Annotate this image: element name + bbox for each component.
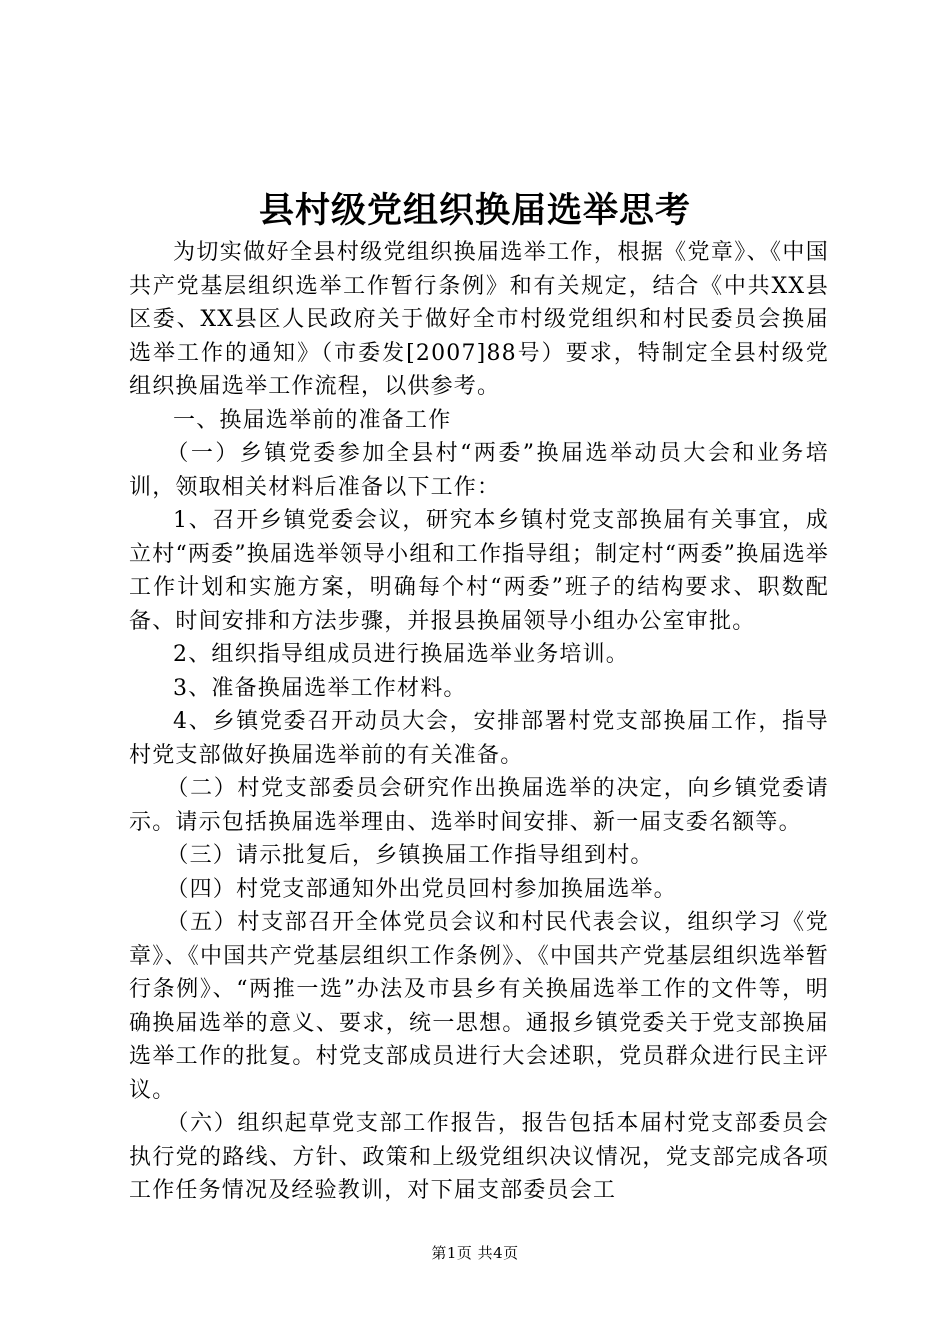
paragraph-intro: 为切实做好全县村级党组织换届选举工作，根据《党章》、《中国共产党基层组织选举工作暂行条例》和有关规定，结合《中共XX县区委、XX县区人民政府关于做好全市村级党组织和村民委员会换届选举工作的通知》（市委发[2007]88号）要求，特制定全县村级党组织换届选举工作流程，以供参考。 xyxy=(129,240,829,399)
paragraph-item-6: （六）组织起草党支部工作报告，报告包括本届村党支部委员会执行党的路线、方针、政策和上级党组织决议情况，党支部完成各项工作任务情况及经验教训，对下届支部委员会工 xyxy=(129,1111,829,1203)
paragraph-item-2: （二）村党支部委员会研究作出换届选举的决定，向乡镇党委请示。请示包括换届选举理由、选举时间安排、新一届支委名额等。 xyxy=(129,776,829,835)
paragraph-item-3: （三）请示批复后，乡镇换届工作指导组到村。 xyxy=(166,843,654,868)
paragraph-subitem-1: 1、召开乡镇党委会议，研究本乡镇村党支部换届有关事宜，成立村“两委”换届选举领导小组和工作指导组；制定村“两委”换届选举工作计划和实施方案，明确每个村“两委”班子的结构要求、职数配备、时间安排和方法步骤，并报县换届领导小组办公室审批。 xyxy=(129,508,829,634)
paragraph-item-4: （四）村党支部通知外出党员回村参加换届选举。 xyxy=(166,876,677,902)
paragraph-subitem-4: 4、乡镇党委召开动员大会，安排部署村党支部换届工作，指导村党支部做好换届选举前的有关准备。 xyxy=(129,709,829,768)
paragraph-item-1: （一）乡镇党委参加全县村“两委”换届选举动员大会和业务培训，领取相关材料后准备以下工作： xyxy=(129,441,829,500)
paragraph-item-5: （五）村支部召开全体党员会议和村民代表会议，组织学习《党章》、《中国共产党基层组织工作条例》、《中国共产党基层组织选举暂行条例》、“两推一选”办法及市县乡有关换届选举工作的文件等，明确换届选举的意义、要求，统一思想。通报乡镇党委关于党支部换届选举工作的批复。村党支部成员进行大会述职，党员群众进行民主评议。 xyxy=(129,910,829,1103)
paragraph-subitem-3: 3、准备换届选举工作材料。 xyxy=(173,675,467,701)
section-heading: 一、换届选举前的准备工作 xyxy=(173,407,452,433)
page-footer: 第1页 共4页 xyxy=(431,1244,519,1262)
document-body xyxy=(129,236,829,1208)
document-title: 县村级党组织换届选举思考 xyxy=(258,190,691,231)
paragraph-subitem-2: 2、组织指导组成员进行换届选举业务培训。 xyxy=(173,642,629,667)
